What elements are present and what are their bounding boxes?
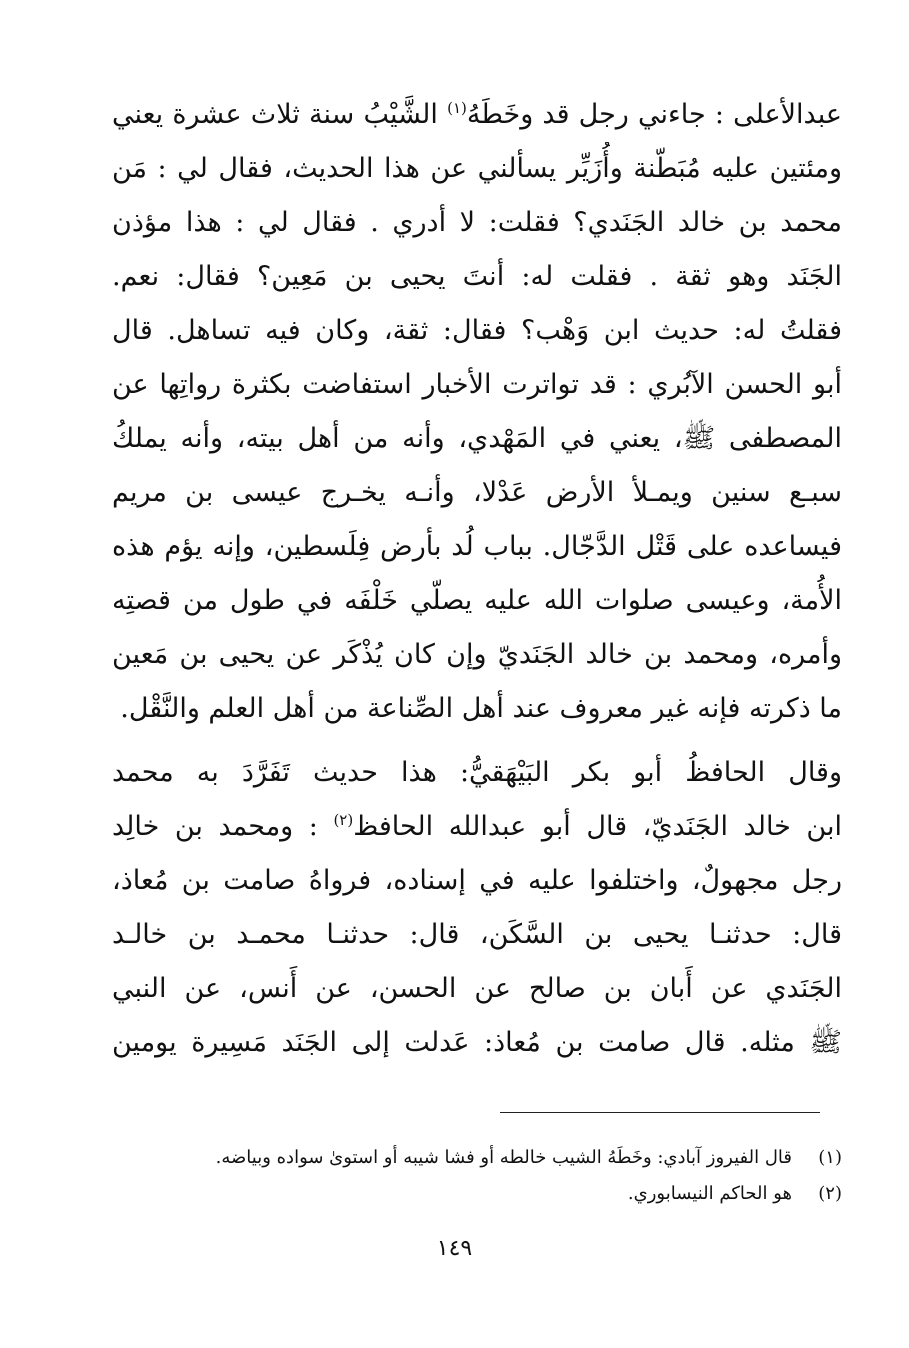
footnotes [112, 1140, 842, 1212]
line-segment: ابن خالد الجَنَديّ، قال أبو عبدالله الحافظ [353, 811, 842, 842]
text-line: رجل مجهولٌ، واختلفوا عليه في إسناده، فرواهُ صامت بن مُعاذ، [112, 865, 842, 896]
text-line: الأُمة، وعيسى صلوات الله عليه يصلّي خَلْفَه في طول من قصتِه [112, 585, 842, 616]
text-line [112, 88, 842, 142]
line-segment: عبدالأعلى : جاءني رجل قد وخَطَهُ [466, 99, 842, 130]
footnote-text: هو الحاكم النيسابوري. [627, 1183, 792, 1204]
footnote-text: قال الفيروز آبادي: وخَطَهُ الشيب خالطه أو فشا شيبه أو استوىٰ سواده وبياضه. [215, 1147, 792, 1168]
footnote [112, 1176, 842, 1212]
line-segment: الشَّيْبُ سنة ثلاث عشرة يعني [112, 99, 448, 130]
text-line: أبو الحسن الآبُري : قد تواترت الأخبار استفاضت بكثرة رواتِها عن [112, 369, 842, 400]
text-line: وقال الحافظُ أبو بكر البَيْهَقيُّ: هذا حديث تَفَرَّدَ به محمد [112, 757, 842, 788]
main-text [112, 88, 842, 1070]
footnote-ref[interactable]: (٢) [333, 811, 354, 829]
text-line: ومئتين عليه مُبَطّنة وأُزَيِّر يسألني عن هذا الحديث، فقال لي : مَن [112, 153, 842, 184]
text-line: وأمره، ومحمد بن خالد الجَنَديّ وإن كان يُذْكَر عن يحيى بن مَعين [112, 639, 842, 670]
text-line: الجَنَدي عن أَبان بن صالح عن الحسن، عن أَنس، عن النبي [112, 973, 842, 1004]
text-line: محمد بن خالد الجَنَدي؟ فقلت: لا أدري . فقال لي : هذا مؤذن [112, 207, 842, 238]
text-line: فقلتُ له: حديث ابن وَهْب؟ فقال: ثقة، وكان فيه تساهل. قال [112, 315, 842, 346]
footnote-ref[interactable]: (١) [447, 99, 467, 117]
page-number: ١٤٩ [436, 1236, 473, 1261]
text-line: ﷺ مثله. قال صامت بن مُعاذ: عَدلت إلى الجَنَد مَسِيرة يومين [112, 1027, 842, 1058]
footnote-number: (١) [818, 1147, 842, 1168]
text-line: المصطفى ﷺ، يعني في المَهْدي، وأنه من أهل بيته، وأنه يملكُ [112, 423, 842, 454]
text-line: ما ذكرته فإنه غير معروف عند أهل الصِّناعة من أهل العلم والنَّقْل. [120, 693, 842, 724]
text-line: الجَنَد وهو ثقة . فقلت له: أنتَ يحيى بن مَعِين؟ فقال: نعم. [112, 261, 842, 292]
footnote-number: (٢) [818, 1183, 842, 1204]
footnote-divider [500, 1112, 820, 1113]
text-line: فيساعده على قَتْل الدَّجّال. بباب لُد بأرض فِلَسطين، وإنه يؤم هذه [112, 531, 842, 562]
line-segment: : ومحمد بن خالِد [112, 811, 334, 842]
footnote [112, 1140, 842, 1176]
paragraph-gap [112, 736, 842, 746]
text-line [112, 800, 842, 854]
text-line: قال: حدثنـا يحيى بن السَّكَن، قال: حدثنـا محمـد بن خالـد [112, 919, 842, 950]
text-line: سبـع سنين ويمـلأ الأرض عَدْلا، وأنـه يخـرج عيسى بن مريم [112, 477, 842, 508]
